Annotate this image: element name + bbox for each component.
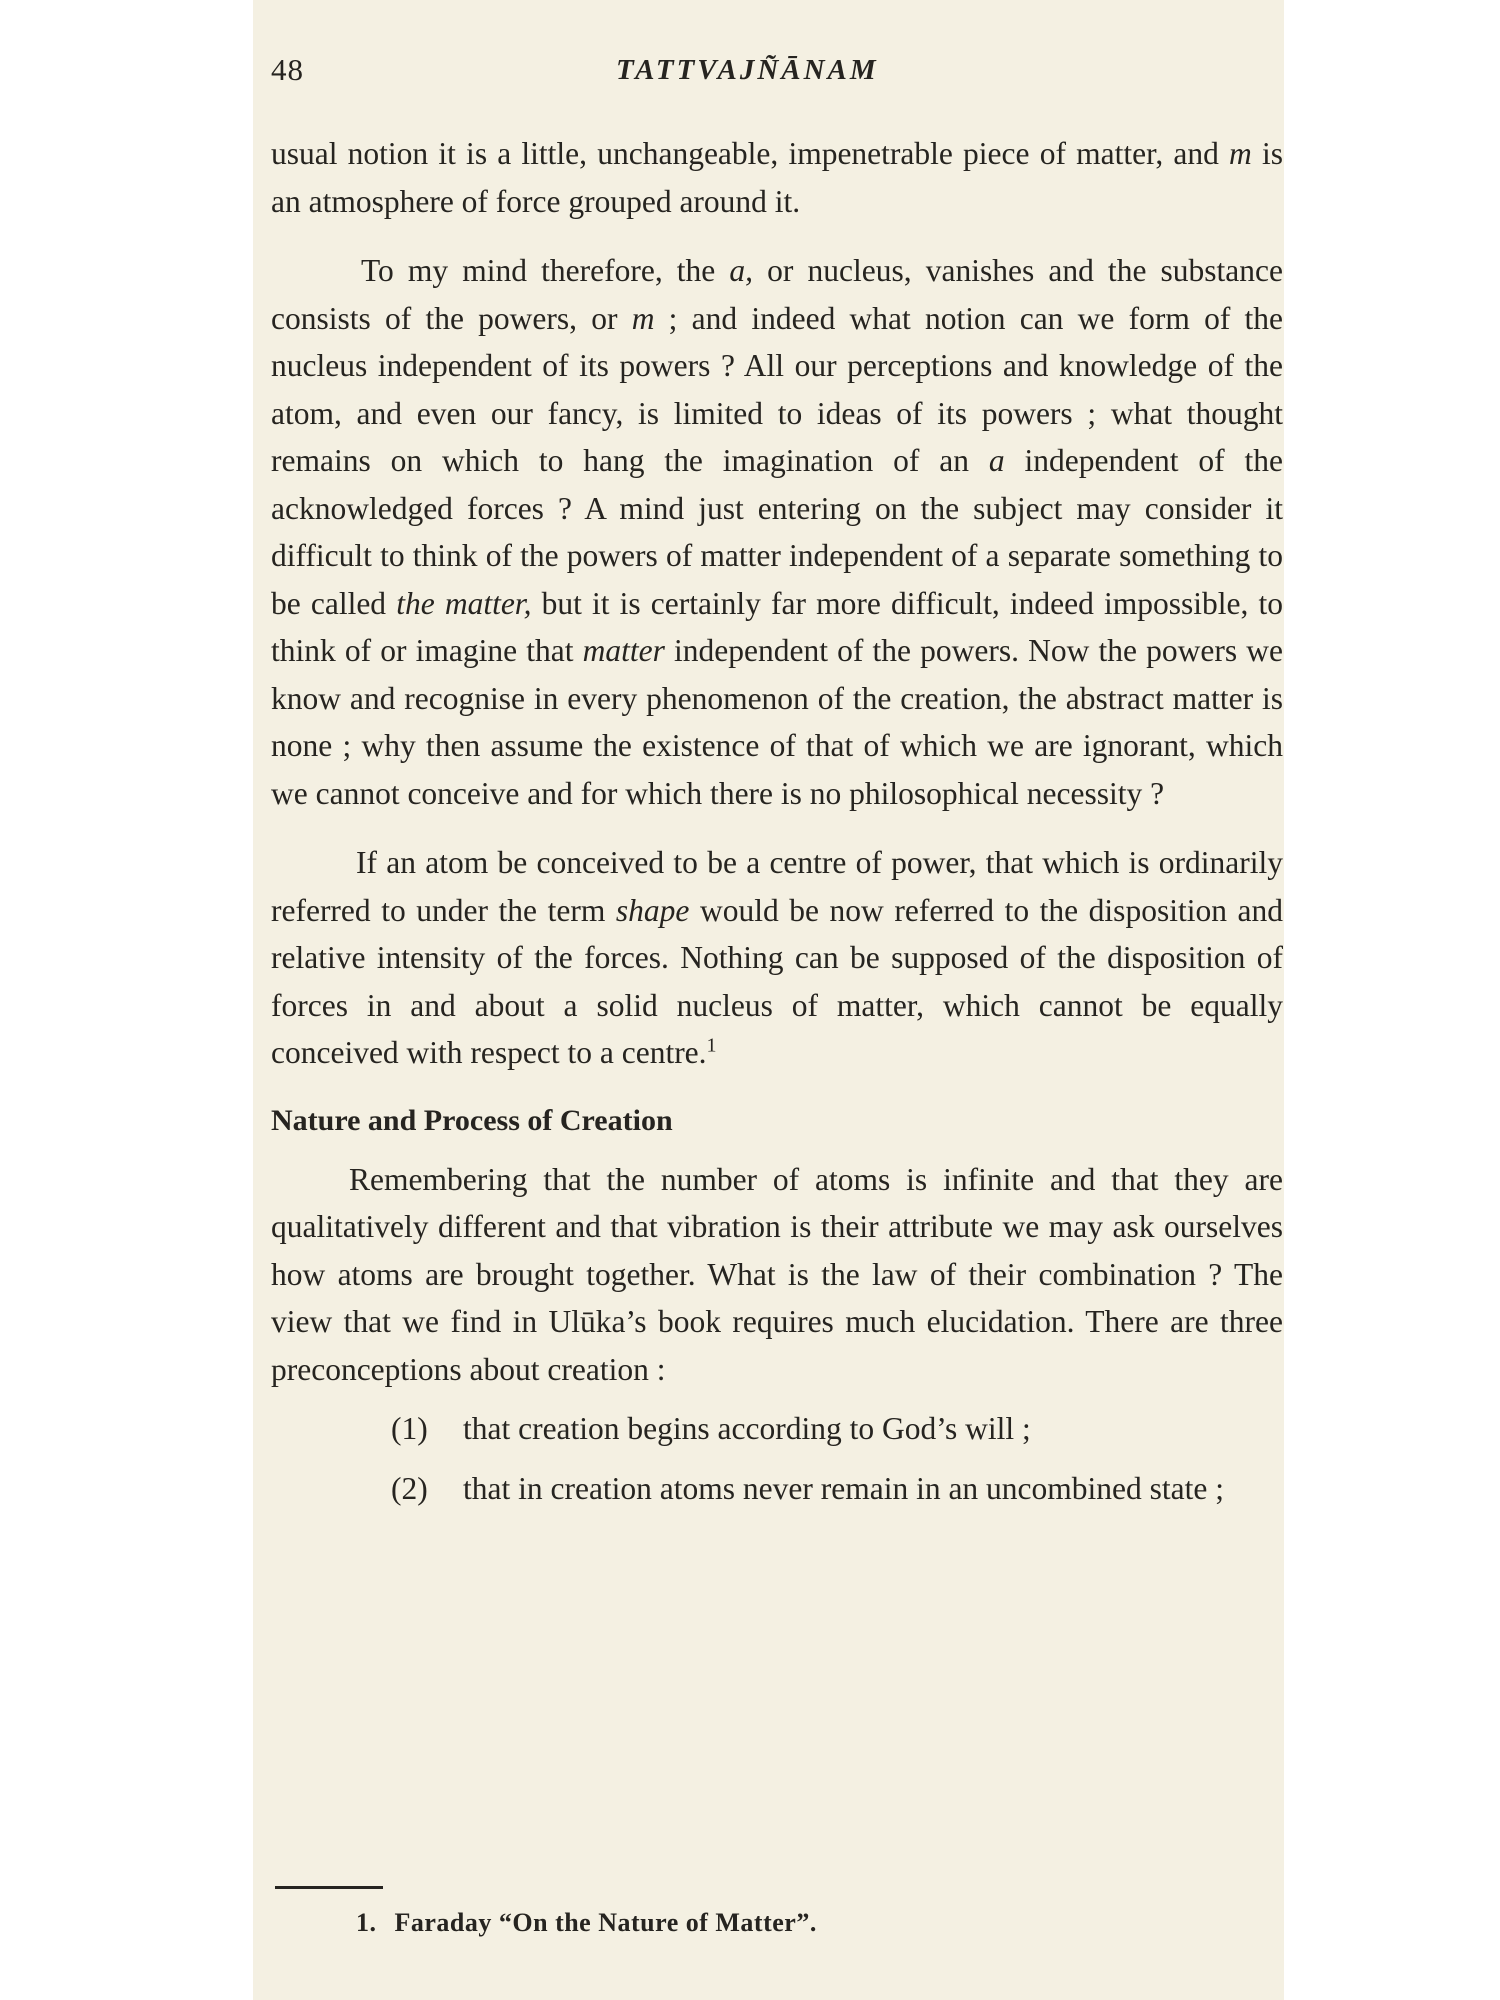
italic-term: shape	[615, 892, 690, 928]
text-run: independent of the powers. Now the powers we know and recognise in every phenomenon of the creation, the abstract matter is none ; why then assume the existence of that of which we are ignorant, which we cannot conceive and for which there is no philosophical necessity ?	[271, 633, 1284, 811]
footnote-divider	[275, 1886, 383, 1889]
footnote-reference: 1	[706, 1034, 717, 1057]
italic-term: a	[988, 443, 1005, 478]
paragraph-1	[271, 130, 1283, 225]
page-number: 48	[271, 52, 304, 87]
list-item	[271, 1405, 1283, 1453]
text-run: independent of the acknowledged forces ? A mind just entering on the subject may consider it difficult to think of the powers of matter independent of a separate something to be called	[271, 443, 1284, 621]
footnote-text: Faraday “On the Nature of Matter”.	[394, 1908, 817, 1937]
body-text	[271, 130, 1283, 1524]
italic-term: matter	[582, 633, 665, 668]
text-run: or nucleus, vanishes and the substance consists of the powers, or	[271, 253, 1283, 336]
running-title: TATTVAJÑĀNAM	[616, 54, 879, 86]
section-heading: Nature and Process of Creation	[271, 1103, 673, 1137]
preconceptions-list	[271, 1405, 1283, 1512]
text-run: To my mind therefore, the	[361, 253, 730, 288]
paragraph-4: Remembering that the number of atoms is infinite and that they are qualitatively different and that vibration is their attribute we may ask ourselves how atoms are brought together. What is the law of their combination ? The view that we find in Ulūka’s book requires much elucidation. There are three preconceptions about creation :	[271, 1161, 1283, 1387]
list-marker: (1)	[391, 1411, 428, 1446]
italic-term: m	[631, 300, 655, 336]
list-item	[271, 1465, 1283, 1513]
text-run: would be now referred to the disposition and relative intensity of the forces. Nothing can be supposed of the disposition of forces in and about a solid nucleus of matter, which cannot be equally conceived with respect to a centre.	[271, 892, 1283, 1070]
text-run: but it is certainly far more difficult, indeed impossible, to think of or imagine that	[271, 585, 1284, 668]
paragraph-2	[271, 247, 1283, 817]
paragraph-3	[271, 839, 1283, 1077]
text-run: ; and indeed what notion can we form of the nucleus independent of its powers ? All our perceptions and knowledge of the atom, and even our fancy, is limited to ideas of its powers ; what thought remains on which to hang the imagination of an	[271, 300, 1284, 478]
list-marker: (2)	[391, 1470, 428, 1506]
footnote-number: 1.	[356, 1908, 377, 1937]
list-item-text: that creation begins according to God’s will ;	[463, 1411, 1031, 1446]
italic-term: the matter,	[396, 585, 532, 621]
italic-term: m	[1229, 136, 1252, 171]
running-head	[253, 52, 1284, 102]
text-run: If an atom be conceived to be a centre of power, that which is ordinarily referred to under the term	[271, 845, 1283, 928]
book-page	[253, 0, 1284, 2000]
italic-term: a,	[729, 253, 754, 288]
list-item-text: that in creation atoms never remain in an uncombined state ;	[463, 1470, 1224, 1506]
text-run: usual notion it is a little, unchangeable, impenetrable piece of matter, and	[271, 136, 1230, 171]
text-run: is an atmosphere of force grouped around it.	[271, 136, 1283, 219]
footnote	[356, 1908, 817, 1938]
